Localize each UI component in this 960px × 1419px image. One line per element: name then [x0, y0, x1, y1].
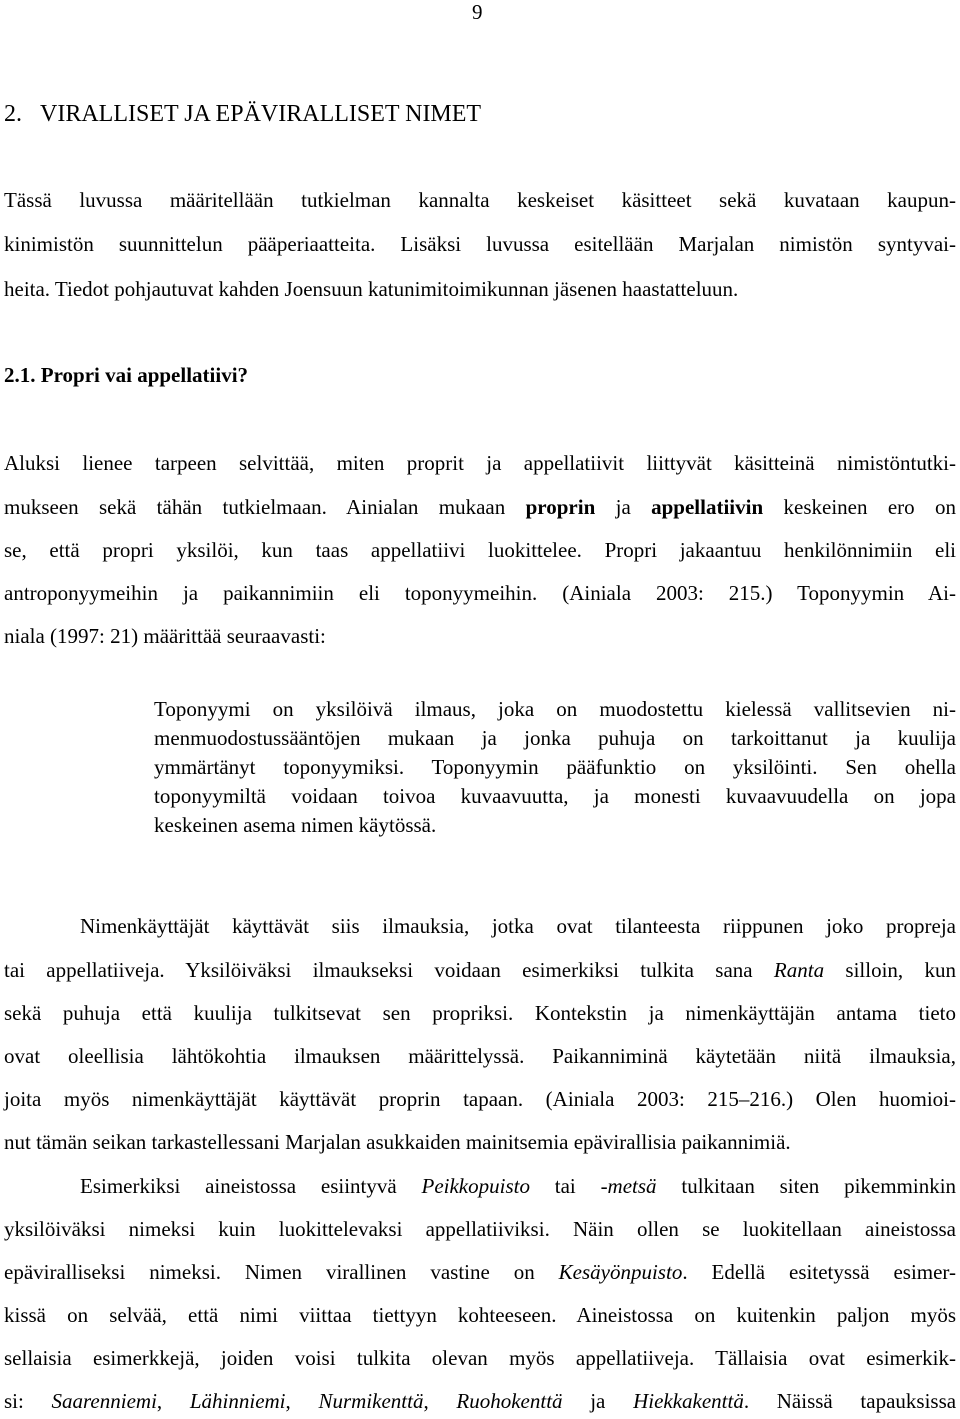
example-peikkopuisto: Peikkopuisto: [421, 1174, 530, 1198]
intro-line-1: Tässä luvussa määritellään tutkielman kannalta keskeiset käsitteet sekä kuvataan kaupun-: [4, 188, 956, 212]
quote-line-3: ymmärtänyt toponyymiksi. Toponyymin pääfunktio on yksilöinti. Sen ohella: [154, 755, 956, 779]
text: ,: [285, 1389, 291, 1413]
text: . Edellä esitetyssä esimer-: [682, 1260, 956, 1284]
p1-line-4: antroponyymeihin ja paikannimiin eli toponyymeihin. (Ainiala 2003: 215.) Toponyymin Ai-: [4, 581, 956, 605]
p2-line-5: joita myös nimenkäyttäjät käyttävät proprin tapaan. (Ainiala 2003: 215–216.) Olen huomioi-: [4, 1087, 956, 1111]
example-ranta: Ranta: [773, 958, 825, 982]
p2-line-2: [4, 958, 956, 982]
p3-line-1: [80, 1174, 956, 1198]
text: . Näissä tapauksissa: [743, 1389, 957, 1413]
example-lahinniemi: Lähinniemi: [189, 1389, 286, 1413]
term-appellatiivin: appellatiivin: [651, 495, 764, 519]
quote-line-2: menmuodostussääntöjen mukaan ja jonka puhuja on tarkoittanut ja kuulija: [154, 726, 956, 750]
intro-line-2: kinimistön suunnittelun pääperiaatteita. Lisäksi luvussa esitellään Marjalan nimistön syntyvai-: [4, 232, 956, 256]
text: Esimerkiksi aineistossa esiintyvä: [80, 1174, 397, 1198]
p1-line-3: se, että propri yksilöi, kun taas appellatiivi luokittelee. Propri jakaantuu henkilönnimiin eli: [4, 538, 956, 562]
p2-line-6: nut tämän seikan tarkastellessani Marjalan asukkaiden mainitsemia epävirallisia paikannimiä.: [4, 1130, 791, 1154]
text: epäviralliseksi nimeksi. Nimen virallinen vastine on: [4, 1260, 535, 1284]
p3-line-6: [4, 1389, 956, 1413]
example-hiekkakentta: Hiekkakenttä: [633, 1389, 744, 1413]
text: keskeinen ero on: [783, 495, 957, 519]
text: ja: [590, 1389, 606, 1413]
text: tai: [554, 1174, 576, 1198]
p2-line-4: ovat oleellisia lähtökohtia ilmauksen määrittelyssä. Paikanniminä käytetään niitä ilmauksia,: [4, 1044, 956, 1068]
text: Ainialan mukaan: [346, 495, 506, 519]
text: ,: [156, 1389, 163, 1413]
quote-line-5: keskeinen asema nimen käytössä.: [154, 813, 437, 837]
text: ,: [423, 1389, 429, 1413]
term-proprin: proprin: [525, 495, 596, 519]
text: si:: [4, 1389, 24, 1413]
p2-line-1: Nimenkäyttäjät käyttävät siis ilmauksia, jotka ovat tilanteesta riippunen joko propreja: [80, 914, 956, 938]
text: tulkitaan siten pikemminkin: [681, 1174, 957, 1198]
p3-line-4: kissä on selvää, että nimi viittaa tiettyyn kohteeseen. Aineistossa on kuitenkin paljon myös: [4, 1303, 956, 1327]
quote-line-4: toponyymiltä voidaan toivoa kuvaavuutta, ja monesti kuvaavuudella on jopa: [154, 784, 956, 808]
p2-line-3: sekä puhuja että kuulija tulkitsevat sen propriksi. Kontekstin ja nimenkäyttäjän antama tieto: [4, 1001, 956, 1025]
p1-line-2: [4, 495, 956, 519]
section-heading: 2.1. Propri vai appellatiivi?: [4, 363, 249, 387]
example-nurmikentta: Nurmikenttä: [318, 1389, 424, 1413]
example-ruohokentta: Ruohokenttä: [456, 1389, 563, 1413]
p1-line-1: Aluksi lienee tarpeen selvittää, miten proprit ja appellatiivit liittyvät käsitteinä nimistöntutki-: [4, 451, 956, 475]
chapter-title: VIRALLISET JA EPÄVIRALLISET NIMET: [40, 101, 482, 127]
text: ja: [615, 495, 631, 519]
example-kesayonpuisto: Kesäyönpuisto: [558, 1260, 683, 1284]
p3-line-3: [4, 1260, 956, 1284]
text: tai appellatiiveja. Yksilöiväksi ilmaukseksi voidaan esimerkiksi tulkita sana: [4, 958, 753, 982]
chapter-heading: [4, 100, 481, 128]
p3-line-5: sellaisia esimerkkejä, joiden voisi tulkita olevan myös appellatiiveja. Tällaisia ovat esimerkik-: [4, 1346, 956, 1370]
intro-line-3: heita. Tiedot pohjautuvat kahden Joensuun katunimitoimikunnan jäsenen haastatteluun.: [4, 277, 739, 301]
text: silloin, kun: [845, 958, 957, 982]
p3-line-2: yksilöiväksi nimeksi kuin luokittelevaksi appellatiiviksi. Näin ollen se luokitellaan aineistossa: [4, 1217, 956, 1241]
chapter-number: 2.: [4, 101, 22, 127]
quote-line-1: Toponyymi on yksilöivä ilmaus, joka on muodostettu kielessä vallitsevien ni-: [154, 697, 956, 721]
text: mukseen sekä tähän tutkielmaan.: [4, 495, 327, 519]
page-number: 9: [472, 0, 483, 24]
example-metsa: -metsä: [600, 1174, 657, 1198]
example-saarenniemi: Saarenniemi: [51, 1389, 157, 1413]
p1-line-5: niala (1997: 21) määrittää seuraavasti:: [4, 624, 326, 648]
